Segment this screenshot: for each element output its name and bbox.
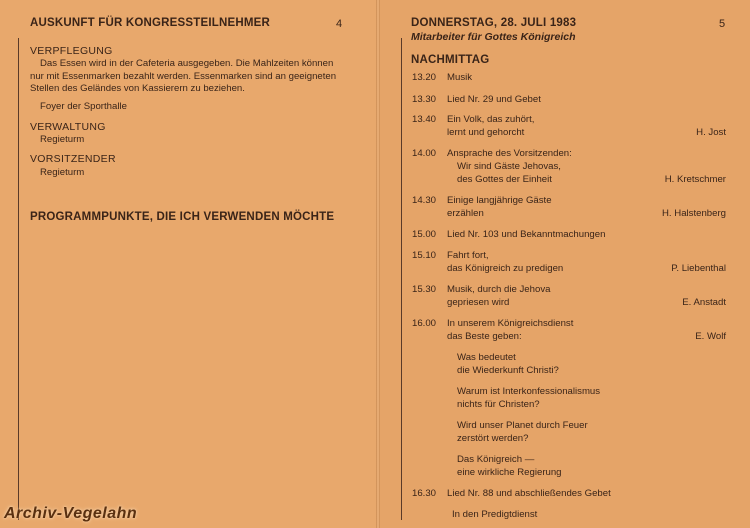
item-title: des Gottes der Einheit: [457, 174, 552, 185]
item-time: 15.00: [412, 229, 437, 240]
item-title: Fahrt fort,: [447, 250, 489, 261]
item-title: Ansprache des Vorsitzenden:: [447, 148, 572, 159]
item-title: das Königreich zu predigen: [447, 263, 564, 274]
item-time: 15.10: [412, 250, 437, 261]
day-theme: Mitarbeiter für Gottes Königreich: [411, 31, 576, 43]
item-title: das Beste geben:: [447, 331, 522, 342]
item-title: Einige langjährige Gäste: [447, 195, 552, 206]
left-margin-line: [18, 38, 19, 520]
verpflegung-location: Foyer der Sporthalle: [40, 101, 127, 112]
item-speaker: H. Halstenberg: [662, 208, 726, 219]
item-speaker: H. Jost: [696, 127, 726, 138]
section-title: NACHMITTAG: [411, 54, 490, 66]
item-title: Musik, durch die Jehova: [447, 284, 551, 295]
verpflegung-line: Das Essen wird in der Cafeteria ausgegeben. Die Mahlzeiten können: [40, 58, 334, 69]
verpflegung-title: VERPFLEGUNG: [30, 45, 113, 57]
item-title: erzählen: [447, 208, 484, 219]
item-speaker: E. Anstadt: [682, 297, 726, 308]
subtopic-line: zerstört werden?: [457, 433, 529, 444]
item-time: 13.30: [412, 94, 437, 105]
item-title: Lied Nr. 29 und Gebet: [447, 94, 541, 105]
item-time: 15.30: [412, 284, 437, 295]
verpflegung-line: nur mit Essenmarken bezahlt werden. Essenmarken sind an geeigneten: [30, 70, 337, 82]
page-fold: [376, 0, 380, 528]
item-time: 13.40: [412, 114, 437, 125]
watermark: Archiv-Vegelahn: [4, 505, 138, 522]
subtopic-line: eine wirkliche Regierung: [457, 467, 562, 478]
item-time: 14.30: [412, 195, 437, 206]
item-title: In unserem Königreichsdienst: [447, 318, 574, 329]
verpflegung-text: [30, 58, 370, 96]
item-title: gepriesen wird: [447, 297, 510, 308]
subtopic-line: Warum ist Interkonfessionalismus: [457, 386, 601, 397]
left-page-number: 4: [336, 18, 343, 30]
item-speaker: E. Wolf: [695, 331, 726, 342]
verwaltung-location: Regieturm: [40, 134, 85, 145]
verpflegung-line: Stellen des Geländes von Kassierern zu beziehen.: [30, 83, 245, 95]
item-speaker: H. Kretschmer: [664, 174, 726, 185]
item-time: 13.20: [412, 72, 437, 83]
subtopic-line: die Wiederkunft Christi?: [457, 365, 559, 376]
item-title: Lied Nr. 88 und abschließendes Gebet: [447, 488, 611, 499]
item-title: Musik: [447, 72, 473, 83]
right-margin-line: [401, 38, 402, 520]
subtopic-line: Wird unser Planet durch Feuer: [457, 420, 588, 431]
right-page-number: 5: [719, 18, 726, 30]
left-header: AUSKUNFT FÜR KONGRESSTEILNEHMER: [30, 17, 271, 29]
item-speaker: P. Liebenthal: [671, 263, 726, 274]
right-header: DONNERSTAG, 28. JULI 1983: [411, 17, 577, 29]
item-title: Ein Volk, das zuhört,: [447, 114, 535, 125]
vorsitzender-location: Regieturm: [40, 167, 85, 178]
programm-header: PROGRAMMPUNKTE, DIE ICH VERWENDEN MÖCHTE: [30, 211, 335, 223]
item-title: Wir sind Gäste Jehovas,: [457, 161, 561, 172]
footer-line: In den Predigtdienst: [452, 509, 538, 520]
item-time: 16.00: [412, 318, 437, 329]
subtopic-line: Das Königreich —: [457, 454, 535, 465]
item-title: lernt und gehorcht: [447, 127, 525, 138]
vorsitzender-title: VORSITZENDER: [30, 153, 116, 165]
subtopic-line: Was bedeutet: [457, 352, 516, 363]
item-title: Lied Nr. 103 und Bekanntmachungen: [447, 229, 606, 240]
item-time: 16.30: [412, 488, 437, 499]
item-time: 14.00: [412, 148, 437, 159]
verwaltung-title: VERWALTUNG: [30, 121, 106, 133]
subtopic-line: nichts für Christen?: [457, 399, 540, 410]
